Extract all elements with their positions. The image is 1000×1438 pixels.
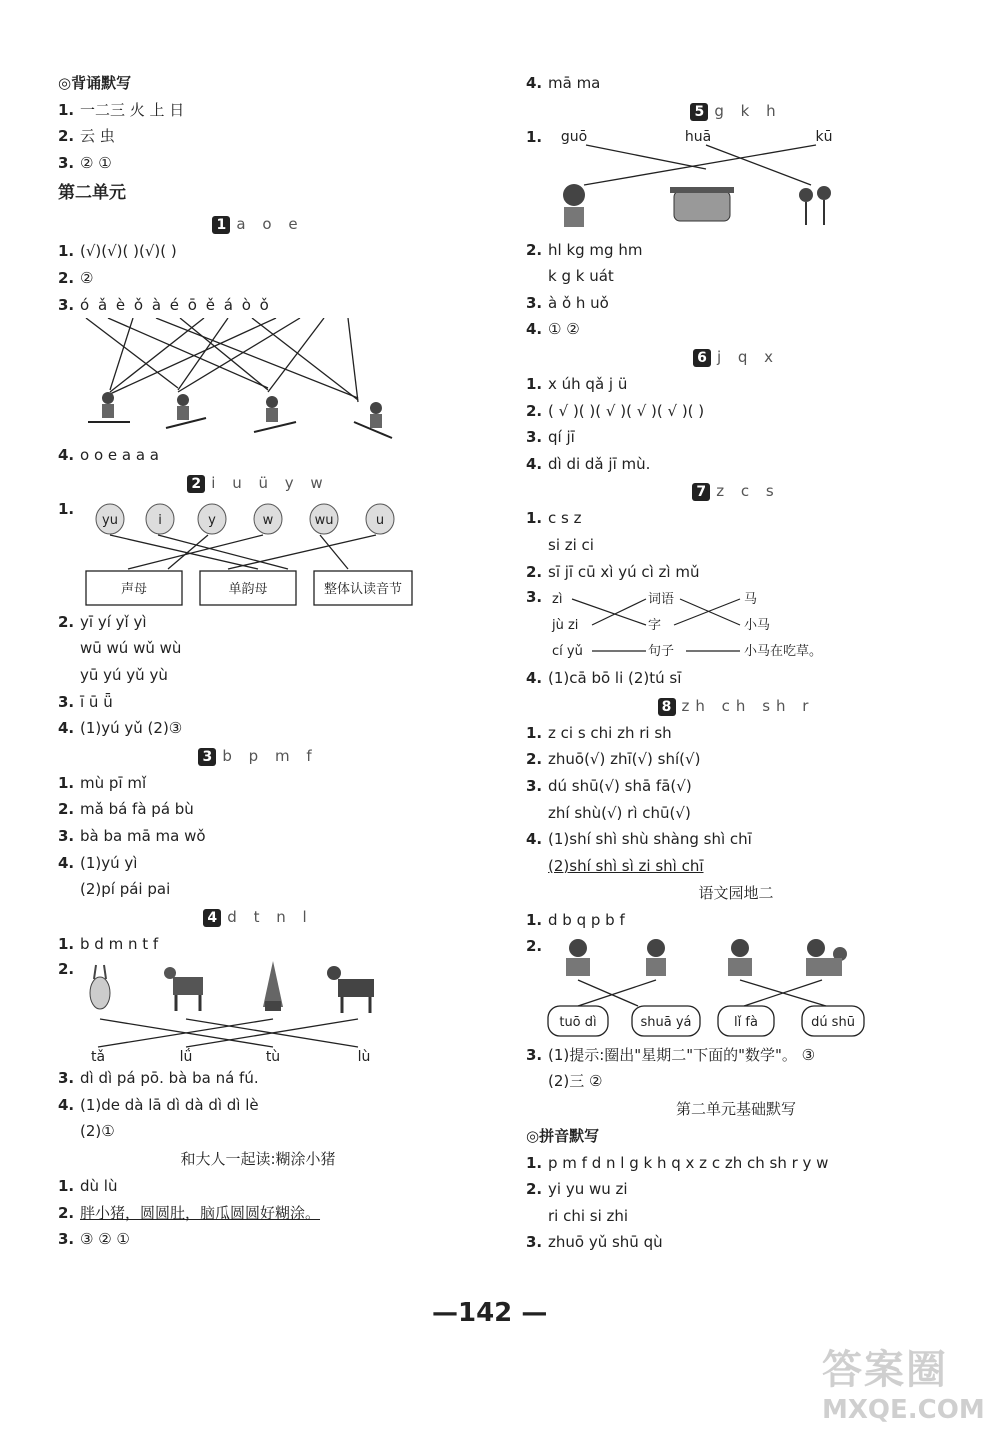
answer-line: (2)shí shì sì zi shì chī [548, 856, 704, 875]
reading-title: 和大人一起读:糊涂小猪 [180, 1150, 336, 1169]
person-icon [806, 939, 847, 976]
answer-line: 2. ② [58, 268, 94, 287]
answer-line: yū yú yǔ yù [80, 665, 168, 684]
answer-line: 4. (1)cā bō li (2)tú sī [526, 669, 682, 688]
word-label: tǎ [90, 1049, 106, 1066]
answer-line: wū wú wǔ wù [80, 639, 182, 658]
flower-icon [799, 186, 831, 225]
answer-line: 2. 胖小猪，圆圆肚，脑瓜圆圆好糊涂。 [58, 1203, 321, 1222]
match-left: zì [552, 592, 563, 608]
answer-line: 2. zhuō(√) zhī(√) shí(√) [526, 750, 701, 769]
lesson-heading-7: 7 z c s [526, 477, 946, 505]
picture-matching-figure: 1. guō huā kū [526, 125, 946, 237]
oval-label: tuō dì [559, 1014, 597, 1030]
word-label: guō [560, 128, 588, 145]
answer-line: 4. (1)shí shì shù shàng shì chī [526, 830, 752, 849]
lesson-heading-3: 3 b p m f [58, 742, 458, 770]
answer-line: 1. d b q p b f [526, 911, 625, 930]
oval-label: dú shū [811, 1014, 855, 1030]
match-right: 小马在吃草。 [744, 644, 823, 660]
syllable-label: y [208, 512, 216, 528]
category-box-label: 整体认读音节 [323, 581, 403, 597]
answer-line: 3. à ǒ h uǒ [526, 293, 609, 312]
answer-line: 3. bà ba mā ma wǒ [58, 826, 206, 845]
answer-line: 4. dì di dǎ jī mù. [526, 454, 651, 473]
lesson-heading-1: 1 a o e [58, 210, 458, 238]
pot-icon [670, 187, 734, 221]
person-icon [646, 939, 666, 976]
answer-line: 2. 云 虫 [58, 127, 115, 146]
oval-label: lǐ fà [734, 1014, 758, 1030]
answer-line: 2. yi yu wu zi [526, 1180, 628, 1199]
match-right: 小马 [744, 618, 771, 634]
match-left: cí yǔ [552, 644, 583, 660]
match-mid: 字 [648, 618, 662, 634]
skier-icon [166, 394, 206, 428]
lesson-heading-8: 8 zh ch sh r [526, 692, 946, 720]
answer-line: (2)① [80, 1122, 115, 1141]
category-box-label: 单韵母 [228, 581, 268, 597]
syllable-label: wu [314, 512, 334, 528]
match-mid: 句子 [648, 644, 675, 660]
answer-line: 1. dù lù [58, 1177, 118, 1196]
skier-matching-figure [58, 318, 458, 442]
answer-line: 3. qí jī [526, 428, 575, 447]
person-icon [566, 939, 590, 976]
person-icon [728, 939, 752, 976]
crying-girl-icon [563, 184, 585, 227]
lesson-heading-5: 5 g k h [526, 97, 946, 125]
lesson-heading-2: 2 i u ü y w [58, 469, 458, 497]
skier-icon [254, 396, 296, 432]
watermark-logo: 答案圈 MXQE.COM [822, 1347, 985, 1425]
word-label: huā [684, 128, 712, 145]
page-number: —142 — [432, 1298, 548, 1328]
answer-line: k g k uát [548, 267, 614, 286]
animal-matching-figure: 2. tǎ lǘ tù lù [58, 957, 458, 1065]
activity-matching-figure: 2. tuō dì shuā yá lǐ fà dú shū [526, 934, 946, 1042]
rabbit-icon [90, 965, 110, 1009]
answer-line: 4. ① ② [526, 320, 580, 339]
syllable-label: yu [102, 512, 118, 528]
answer-line: (2)三 ② [548, 1072, 603, 1091]
answer-line: 1. z ci s chi zh ri sh [526, 723, 672, 742]
answer-line: 1. 一二三 火 上 日 [58, 100, 185, 119]
answer-line: 1. p m f d n l g k h q x z c zh ch sh r y w [526, 1153, 829, 1172]
answer-line: 3. dì dì pá pō. bà ba ná fú. [58, 1069, 259, 1088]
answer-line: 4. (1)yú yì [58, 853, 138, 872]
answer-line: 1. x úh qǎ j ü [526, 374, 628, 393]
answer-line: 4. o o e a a a [58, 446, 159, 465]
match-left: jù zi [552, 618, 579, 634]
syllable-label: i [158, 512, 162, 528]
word-label: lù [357, 1049, 371, 1066]
category-box-label: 声母 [120, 581, 148, 597]
answer-line: 4. (1)yú yǔ (2)③ [58, 719, 183, 738]
pagoda-icon [263, 961, 283, 1011]
syllable-label: u [375, 512, 385, 528]
answer-line: 2. yī yí yǐ yì [58, 612, 147, 631]
answer-line: 4. (1)de dà lā dì dà dì dì lè [58, 1095, 259, 1114]
answer-line: 3. (1)提示:圈出"星期二"下面的"数学"。 ③ [526, 1045, 816, 1064]
answer-line: 1. c s z [526, 509, 582, 528]
answer-line: 4. mā ma [526, 74, 601, 92]
left-column [58, 70, 458, 1253]
answer-line: 3. ó ǎ è ǒ à é ō ě á ò ǒ [58, 295, 271, 314]
syllable-label: w [262, 512, 274, 528]
section-header-pinyin: ◎拼音默写 [526, 1127, 600, 1146]
answer-line: 1. b d m n t f [58, 934, 159, 953]
answer-line: 3. ī ū ǖ [58, 692, 113, 711]
donkey-icon [327, 966, 374, 1013]
answer-line: zhí shù(√) rì chū(√) [548, 803, 691, 822]
deer-icon [164, 967, 203, 1011]
section-header-recite: ◎背诵默写 [58, 74, 132, 92]
word-label: kū [815, 128, 833, 145]
answer-line: 3. zhuō yǔ shū qù [526, 1233, 663, 1252]
syllable-classify-figure: 1. yu i y w wu u 声母 单韵母 整体认读音节 [58, 497, 458, 609]
skier-icon [354, 402, 392, 438]
answer-line: si zi ci [548, 535, 594, 554]
answer-line: 3. ③ ② ① [58, 1230, 130, 1249]
lesson-heading-4: 4 d t n l [58, 903, 458, 931]
answer-line: 2. hl kg mg hm [526, 240, 643, 259]
garden-title: 语文园地二 [698, 884, 774, 903]
word-label: lǘ [179, 1049, 193, 1066]
word-matching-figure: 3. zì jù zi cí yǔ 词语 字 句子 马 小马 小马在吃草。 [526, 588, 823, 660]
answer-line: ri chi si zhi [548, 1206, 629, 1225]
lesson-heading-6: 6 j q x [526, 343, 946, 371]
answer-line: 3. ② ① [58, 153, 112, 172]
answer-line: (2)pí pái pai [80, 880, 171, 899]
answer-line: 2. sī jī cū xì yú cì zì mǔ [526, 562, 700, 581]
skier-icon [88, 392, 130, 422]
basic-dictation-title: 第二单元基础默写 [675, 1100, 796, 1119]
word-label: tù [265, 1049, 281, 1066]
right-column [526, 70, 946, 1256]
oval-label: shuā yá [640, 1014, 692, 1030]
unit-title: 第二单元 [58, 183, 126, 204]
answer-line: 2. mǎ bá fà pá bù [58, 800, 194, 819]
answer-line: 1. (√)(√)( )(√)( ) [58, 242, 177, 261]
answer-line: 3. dú shū(√) shā fā(√) [526, 776, 692, 795]
answer-line: 1. mù pī mǐ [58, 773, 147, 792]
answer-line: 2. ( √ )( )( √ )( √ )( √ )( ) [526, 401, 705, 420]
match-right: 马 [744, 592, 758, 608]
match-mid: 词语 [648, 592, 675, 608]
